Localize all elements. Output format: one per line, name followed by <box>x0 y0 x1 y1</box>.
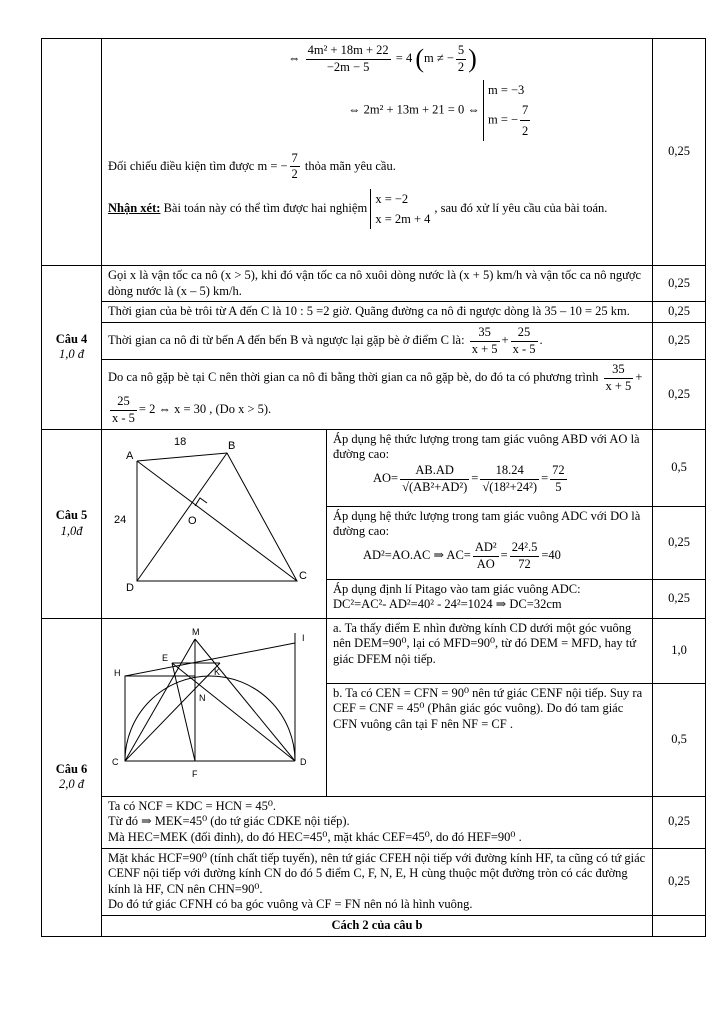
point-i-label: I <box>302 633 305 644</box>
score: 0,25 <box>653 360 706 430</box>
q6-step-4 <box>102 848 653 916</box>
check-m: m = − <box>257 158 288 173</box>
check-tail: thỏa mãn yêu cầu. <box>304 158 396 173</box>
numerator: 7 <box>290 151 300 168</box>
denominator: 72 <box>518 556 531 571</box>
question-points: 1,0đ <box>60 523 83 538</box>
paren-close: ) <box>468 44 477 73</box>
q6-row-1 <box>42 618 706 683</box>
point-d-label: D <box>300 757 307 768</box>
q6-row-4 <box>42 848 706 916</box>
equation-tail: = 2 ⇔ x = 30 , (Do x > 5). <box>138 402 272 417</box>
point-f-label: F <box>192 769 198 780</box>
denominator: x - 5 <box>512 341 536 356</box>
q4-row-4 <box>42 360 706 430</box>
solution-2 <box>488 100 532 141</box>
solution-table <box>41 38 706 937</box>
condition: m ≠ − <box>424 51 454 66</box>
ao-lhs: AO= <box>373 470 399 485</box>
step-text: Áp dụng định lí Pitago vào tam giác vuông ADC: <box>333 581 581 596</box>
q5-label-cell <box>42 429 102 618</box>
score: 0,25 <box>653 848 706 916</box>
fraction <box>550 463 567 495</box>
numerator: 4m² + 18m + 22 <box>306 43 391 60</box>
ao-equation: AO= $\frac{AB.AD}{\text{√(AB²+AD²)}}$ = $\frac{18.24}{\text{√(18²+24²)}}$ = $\frac{72}{5}$ <box>373 462 565 494</box>
point-c-label: C <box>112 757 119 768</box>
score-cell <box>653 39 706 266</box>
fraction <box>473 540 499 572</box>
numerator: 72 <box>550 463 567 480</box>
ac-result: =40 <box>541 547 561 562</box>
denominator: −2m − 5 <box>326 59 370 74</box>
score: 0,25 <box>653 579 706 618</box>
fraction <box>456 43 466 75</box>
note-label: Nhận xét: <box>108 200 161 215</box>
q6-row-5 <box>42 916 706 937</box>
q5-figure-cell <box>102 429 653 618</box>
fraction <box>110 394 137 426</box>
fraction <box>510 540 540 572</box>
numerator: AB.AD <box>400 463 469 480</box>
step-text: Áp dụng hệ thức lượng trong tam giác vuông ABD với AO là đường cao: <box>333 431 640 462</box>
note <box>108 189 646 229</box>
denominator: 2 <box>457 59 465 74</box>
continuation-content <box>102 39 653 266</box>
q4-step-4 <box>102 360 653 430</box>
q6-figure-cell <box>102 618 653 796</box>
quadratic: ⇔ 2m² + 13m + 21 = 0 ⇔ <box>348 102 480 117</box>
fraction <box>470 325 500 357</box>
plus-sign: + <box>635 370 643 385</box>
denominator: 5 <box>555 479 562 494</box>
fraction <box>290 151 300 183</box>
q5-step-1 <box>327 430 653 507</box>
equiv-sign: ⇔ <box>288 51 301 66</box>
denominator: √(AB²+AD²) <box>402 479 468 494</box>
numerator: 18.24 <box>480 463 539 480</box>
note-tail: , sau đó xử lí yêu cầu của bài toán. <box>434 200 608 215</box>
empty-score <box>653 916 706 937</box>
plus-sign: + <box>501 332 509 347</box>
numerator: 35 <box>604 362 634 379</box>
q6-part-a: a. Ta thấy điểm E nhìn đường kính CD dưới một góc vuông nên DEM=90⁰, lại có MFD=90⁰, từ đó DEM = MFD, hay tứ giác DFEM nội tiếp. <box>327 619 653 684</box>
continuation-row <box>42 39 706 266</box>
q6-inner <box>102 619 652 796</box>
check-line <box>108 151 646 183</box>
ac-lhs: AD²=AO.AC ⇒ AC= <box>363 547 471 562</box>
score: 0,5 <box>653 683 706 796</box>
point-m-label: M <box>192 627 200 638</box>
q6-step-3 <box>102 796 653 848</box>
score: 0,5 <box>653 429 706 506</box>
q6-label-cell <box>42 618 102 936</box>
step-text: Thời gian ca nô đi từ bến A đến bến B và ngược lại gặp bè ở điểm C là: <box>108 332 465 347</box>
q4-row-1 <box>42 266 706 302</box>
point-h-label: H <box>114 668 121 679</box>
side-ab-label: 18 <box>174 435 187 448</box>
score: 0,25 <box>653 796 706 848</box>
point-e-label: E <box>162 653 169 664</box>
score: 0,25 <box>653 302 706 323</box>
numerator: 25 <box>511 325 538 342</box>
q5-row-1 <box>42 429 706 506</box>
q4-row-2 <box>42 302 706 323</box>
step-text: Do ca nô gặp bè tại C nên thời gian ca nô đi bằng thời gian ca nô gặp bè, do đó ta có phương trình <box>108 370 599 385</box>
score: 0,25 <box>668 144 690 159</box>
denominator: 2 <box>522 123 529 138</box>
rhs: = 4 <box>395 51 413 66</box>
numerator: 24².5 <box>510 540 540 557</box>
score: 0,25 <box>653 506 706 579</box>
system-line-2: x = 2m + 4 <box>375 211 431 226</box>
point-c-label: C <box>299 569 307 582</box>
ac-equation: AD²=AO.AC ⇒ AC= $\frac{\text{AD²}}{AO}$ = $\frac{\text{24².5}}{72}$ =40 <box>363 539 561 571</box>
denominator: 2 <box>291 167 298 182</box>
point-b-label: B <box>228 439 236 452</box>
fraction <box>480 463 539 495</box>
denominator: x + 5 <box>471 341 498 356</box>
q5-inner <box>102 430 652 618</box>
fraction <box>511 325 538 357</box>
equation-2 <box>348 80 646 141</box>
q6-figure-wrap <box>102 619 327 796</box>
numerator: 7 <box>520 100 530 121</box>
question-number: Câu 5 <box>55 508 88 522</box>
denominator: x - 5 <box>112 411 135 425</box>
question-number: Câu 6 <box>55 761 88 776</box>
note-system <box>370 189 434 229</box>
q4-label-cell <box>42 266 102 430</box>
paren-open: ( <box>415 44 425 73</box>
score: 0,25 <box>653 266 706 302</box>
solution-2-prefix: m = − <box>487 111 519 126</box>
question-points: 2,0 đ <box>59 777 84 792</box>
solution-1: m = −3 <box>487 82 525 97</box>
q4-step-1: Gọi x là vận tốc ca nô (x > 5), khi đó vận tốc ca nô xuôi dòng nước là (x + 5) km/h và vận tốc ca nô ngược dòng nước là (x – 5) km/h. <box>102 266 653 302</box>
numerator: 35 <box>470 325 500 342</box>
point-k-label: K <box>214 667 221 678</box>
question-number: Câu 4 <box>55 331 88 346</box>
check-text: Đối chiếu điều kiện tìm được <box>108 158 255 173</box>
point-n-label: N <box>199 693 206 704</box>
fraction <box>400 463 469 495</box>
numerator: 25 <box>110 394 137 411</box>
dc-equation: DC²=AC²- AD²=40² - 24²=1024 ⇒ DC=32cm <box>333 597 562 612</box>
method-2-heading: Cách 2 của câu b <box>102 916 653 937</box>
score: 0,25 <box>653 322 706 359</box>
fraction <box>520 100 530 141</box>
q4-row-3 <box>42 322 706 359</box>
score: 1,0 <box>653 618 706 683</box>
solution-set <box>483 80 536 141</box>
fraction <box>604 362 634 394</box>
question-points: 1,0 đ <box>59 347 84 362</box>
line: Do đó tứ giác CFNH có ba góc vuông và CF = FN nên nó là hình vuông. <box>108 897 473 912</box>
q5-figure <box>102 431 326 617</box>
fraction <box>306 43 391 75</box>
denominator: AO <box>476 556 495 571</box>
equation-1 <box>288 43 646 76</box>
point-o-label: O <box>188 514 197 527</box>
numerator: 5 <box>456 43 466 60</box>
q6-row-3 <box>42 796 706 848</box>
q5-step-3 <box>327 579 653 618</box>
system-line-1: x = −2 <box>375 191 409 206</box>
point-d-label: D <box>126 581 134 594</box>
denominator: √(18²+24²) <box>482 479 538 494</box>
numerator: AD² <box>473 540 499 557</box>
side-ad-label: 24 <box>114 513 127 526</box>
step-text: Áp dụng hệ thức lượng trong tam giác vuông ADC với DO là đường cao: <box>333 508 641 539</box>
q6-part-b: b. Ta có CEN = CFN = 90⁰ nên tứ giác CENF nội tiếp. Suy ra CEF = CNF = 45⁰ (Phân giác góc vuông). Do đó tam giác CFN vuông cân tại F nên NF = CF . <box>333 685 643 731</box>
empty-label-cell <box>42 39 102 266</box>
note-text: Bài toán này có thể tìm được hai nghiệm <box>163 200 368 215</box>
point-a-label: A <box>126 449 134 462</box>
denominator: x + 5 <box>605 378 632 393</box>
line: Từ đó ⇒ MEK=45⁰ (do tứ giác CDKE nội tiếp). <box>108 814 350 829</box>
q6-figure <box>102 621 326 793</box>
line: Mặt khác HCF=90⁰ (tính chất tiếp tuyến), nên tứ giác CFEH nội tiếp với đường kính HF, ta cũng có tứ giác CENF nội tiếp với đường kính CN do đó 5 điểm C, F, N, E, H cùng thuộc một đường tròn có các đường kính là HF, CN nên CHN=90⁰. <box>108 850 646 896</box>
q5-step-2 <box>327 506 653 579</box>
line: Mà HEC=MEK (đối đỉnh), do đó HEC=45⁰, mặt khác CEF=45⁰, do đó HEF=90⁰ . <box>108 829 522 844</box>
line: Ta có NCF = KDC = HCN = 45⁰. <box>108 798 276 813</box>
q4-step-2: Thời gian của bè trôi từ A đến C là 10 : 5 =2 giờ. Quãng đường ca nô đi ngược dòng là 35 – 10 = 25 km. <box>102 302 653 323</box>
q5-figure-wrap <box>102 430 327 618</box>
q4-step-3: Thời gian ca nô đi từ bến A đến bến B và ngược lại gặp bè ở điểm C là: $\frac{35}{x + 5}$ + $\frac{25}{x - 5}$ . <box>102 322 653 359</box>
